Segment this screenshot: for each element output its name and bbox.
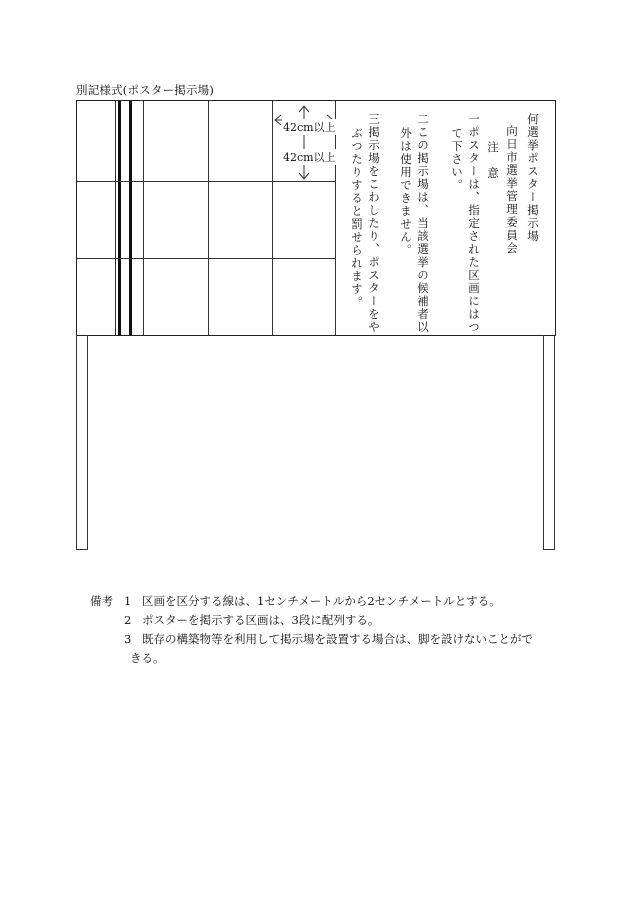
form-caption: 別記様式(ポスター掲示場)	[76, 83, 215, 97]
notice-item-3-cont: ぶつたりすると罰せられます。	[350, 127, 364, 309]
notice-item-2: 二この掲示場は、当該選挙の候補者以	[416, 113, 430, 334]
notice-item-2-cont: 外は使用できません。	[399, 127, 413, 257]
thick-line	[129, 101, 132, 335]
note-number: 1	[124, 594, 132, 608]
notice-committee: 向日市選挙管理委員会	[505, 125, 519, 255]
height-label: 42cm以上	[283, 151, 336, 164]
right-leg	[543, 335, 555, 550]
note-number: 3	[124, 632, 132, 646]
note-number: 2	[124, 613, 132, 627]
grid-line	[143, 101, 144, 335]
notice-item-1-cont: て下さい。	[450, 127, 464, 192]
notice-item-3: 三掲示場をこわしたり、ポスターをや	[367, 113, 381, 334]
grid-line	[77, 258, 335, 259]
note-text: 既存の構築物等を利用して掲示場を設置する場合は、脚を設けないことがで	[142, 632, 533, 646]
dimension-arrows	[273, 103, 335, 181]
notice-item-1: 一ポスターは、指定された区画にはつ	[467, 113, 481, 334]
grid-line	[208, 101, 209, 335]
thick-line	[118, 101, 121, 335]
grid-line	[115, 101, 116, 335]
grid-line	[77, 181, 335, 182]
left-leg	[76, 335, 88, 550]
poster-board	[76, 100, 556, 336]
note-text: 区画を区分する線は、1センチメートルから2センチメートルとする。	[142, 594, 501, 608]
notice-heading: 注 意	[486, 141, 500, 180]
note-text: ポスターを掲示する区画は、3段に配列する。	[142, 613, 380, 627]
note-text-continuation: きる。	[130, 651, 165, 665]
grid-line	[335, 101, 336, 335]
notes-label: 備考	[90, 594, 113, 608]
notice-title: 何選挙ポスター掲示場	[526, 113, 540, 243]
width-label: 42cm以上	[283, 121, 336, 134]
